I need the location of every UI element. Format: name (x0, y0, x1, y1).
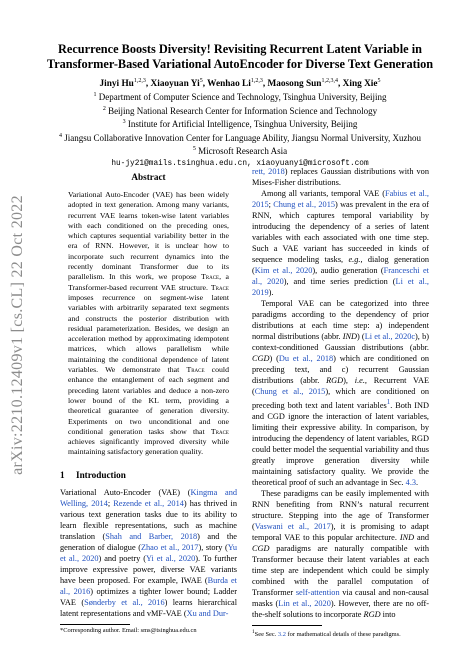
section-link[interactable]: 4.3 (405, 477, 417, 487)
citation-link[interactable]: Chung et al., 2015 (273, 200, 335, 209)
author: Jinyi Hu$^{1,2,3}$, (99, 78, 151, 90)
citation-link[interactable]: Xu and Dur- (186, 608, 229, 618)
footnote-rule (252, 625, 322, 626)
author: Xiaoyuan Yi$^5$, (150, 78, 208, 90)
citation-link[interactable]: Shah and Barber, 2018 (105, 531, 198, 541)
body-paragraph: Among all variants, temporal VAE (Fabius et al., 2015; Chung et al., 2015) was prevalent in the era of RNN, which captures temporal variability by introducing the dependency of a series of latent variables with each associated with one time step. Such a VAE variant has succeeded in kinds of sequence modeling tasks, e.g., dialog generation (Kim et al., 2020), audio generation (Franceschi et al., 2020), and time series prediction (Li et al., 2019). (252, 189, 430, 297)
citation-link[interactable]: Sønderby et al., 2016 (84, 597, 165, 607)
citation-link[interactable]: Zhao et al., 2017 (140, 542, 199, 552)
body-paragraph: These paradigms can be easily implemented with RNN benefiting from RNN’s natural recurrent structure. Stepping into the age of Transformer (Vaswani et al., 2017), it is promising to adapt temporal VAE to this popular architecture. IND and CGD paradigms are naturally compatible with Transformer because their latent variables at each time step are independent which could be simply combined with the parallel computation of Transformer self-attention via causal and non-causal masks (Lin et al., 2020). However, there are no off-the-shelf solutions to incorporate RGD into (252, 488, 430, 619)
citation-link[interactable]: Kingma and Welling, 2014 (60, 487, 237, 508)
title-line-2: Transformer-Based Variational AutoEncoder for Diverse Text Generation (46, 57, 434, 71)
citation-link[interactable]: rett, 2018 (252, 167, 285, 176)
corresponding-author-footnote: *Corresponding author. Email: sms@tsinghua.edu.cn (60, 626, 197, 634)
paper-header (40, 42, 440, 170)
left-column (60, 166, 237, 635)
section-heading-introduction: 1 Introduction (60, 469, 126, 480)
paper-title (40, 42, 440, 72)
citation-link[interactable]: Yi et al., 2020 (145, 553, 196, 563)
author: Wenhao Li$^{1,2,3}$, (207, 78, 268, 90)
affiliation: $^1$ Department of Computer Science and Technology, Tsinghua University, Beijing (93, 92, 387, 103)
citation-link[interactable]: Lin et al., 2020 (278, 598, 331, 608)
citation-link[interactable]: Li et al., 2020c (364, 332, 416, 341)
author: Maosong Sun$^{1,2,3,4}$, (267, 78, 343, 90)
abstract-text: Variational Auto-Encoder (VAE) has been widely adopted in text generation. Among many variants, recurrent VAE learns token-wise latent variables with each conditioned on the preceding ones, which captures sequential variability better in the era of RNN. However, it is unclear how to incorporate such recurrent dynamics into the recently dominant Transformer due to its parallelism. In this work, we propose Trace, a Transformer-based recurrent VAE structure. Trace imposes recurrence on segment-wise latent variables with arbitrarily separated text segments and constructs the posterior distribution with residual parameterization. Besides, we design an acceleration method by approximating idempotent matrices, which allows parallelism while maintaining the conditional dependence of latent variables. We demonstrate that Trace could enhance the entanglement of each segment and preceding latent variables and deduce a non-zero lower bound of the KL term, providing a theoretical guarantee of generation diversity. Experiments on two unconditional and one conditional generation tasks show that Trace achieves significantly improved diversity while maintaining satisfactory generation quality. (68, 190, 230, 457)
citation-link[interactable]: Du et al., 2018 (278, 354, 334, 363)
citation-link[interactable]: Kim et al., 2020 (254, 266, 313, 275)
citation-link[interactable]: Chung et al., 2015 (254, 387, 326, 396)
citation-link[interactable]: Li et al., 2019 (252, 277, 429, 297)
citation-link[interactable]: Franceschi et al., 2020 (252, 266, 429, 286)
abstract-heading: Abstract (131, 172, 166, 182)
arxiv-stamp (9, 175, 27, 495)
affiliation: $^2$ Beijing National Research Center for Information Science and Technology (102, 105, 378, 116)
arxiv-id: arXiv:2210.12409v1 [cs.CL] 22 Oct 2022 (9, 195, 26, 475)
affiliation: $^3$ Institute for Artificial Intelligence, Tsinghua University, Beijing (122, 119, 358, 130)
right-column (252, 166, 429, 639)
author: Xing Xie$^5$ (342, 78, 381, 90)
paradigm-footnote: $^1$See Sec. 3.2 for mathematical details of these paradigms. (252, 628, 401, 638)
citation-link[interactable]: Rezende et al., 2014 (113, 498, 184, 508)
intro-paragraph: Variational Auto-Encoder (VAE) (Kingma and Welling, 2014; Rezende et al., 2014) has thrived in various text generation tasks due to its ability to learn flexible representations, such as machine translation (Shah and Barber, 2018) and the generation of dialogue (Zhao et al., 2017), story (Yu et al., 2020) and poetry (Yi et al., 2020). To further improve expressive power, diverse VAE variants have been proposed. For example, IWAE (Burda et al., 2016) optimizes a tighter lower bound; Ladder VAE (Sønderby et al., 2016) learns hierarchical latent representations and vMF-VAE (Xu and Dur- (60, 487, 237, 618)
affiliation: $^4$ Jiangsu Collaborative Innovation Center for Language Ability, Jiangsu Normal University, Xuzhou (58, 132, 421, 143)
citation-link[interactable]: Vaswani et al., 2017 (254, 521, 331, 531)
footnote-marker[interactable]: 1 (386, 399, 391, 406)
body-paragraph: Temporal VAE can be categorized into three paradigms according to the dependency of prior distributions at each time step: a) independent normal distributions (abbr. IND) (Li et al., 2020c), b) context-conditioned Gaussian distributions (abbr. CGD) (Du et al., 2018) which are conditioned on preceding text, and c) recurrent Gaussian distributions (abbr. RGD), i.e., Recurrent VAE (Chung et al., 2015), which are conditioned on preceding both text and latent variables$^1$. Both IND and CGD ignore the interaction of latent variables, limiting their expressive ability. In comparison, by introducing the dependency of latent variables, RGD could better model the sequential variability and thus greatly improve generation diversity while maintaining satisfactory quality. We provide the theoretical proof of such an advantage in Sec. 4.3. (252, 299, 430, 487)
affiliation: $^5$ Microsoft Research Asia (192, 146, 288, 157)
body-paragraph: rett, 2018) replaces Gaussian distributions with von Mises-Fisher distributions. (252, 167, 429, 187)
author-emails: hu-jy21@mails.tsinghua.edu.cn, xiaoyuanyi@microsoft.com (111, 159, 369, 168)
title-line-1: Recurrence Boosts Diversity! Revisiting Recurrent Latent Variable in (58, 42, 422, 56)
citation-link[interactable]: Yu et al., 2020 (60, 542, 237, 563)
author-list (40, 76, 440, 90)
term-link[interactable]: self-attention (295, 587, 340, 597)
citation-link[interactable]: Burda et al., 2016 (60, 575, 237, 596)
citation-link[interactable]: Fabius et al., 2015 (252, 189, 429, 209)
section-link[interactable]: 3.2 (277, 630, 286, 638)
footnote-rule (60, 624, 130, 625)
